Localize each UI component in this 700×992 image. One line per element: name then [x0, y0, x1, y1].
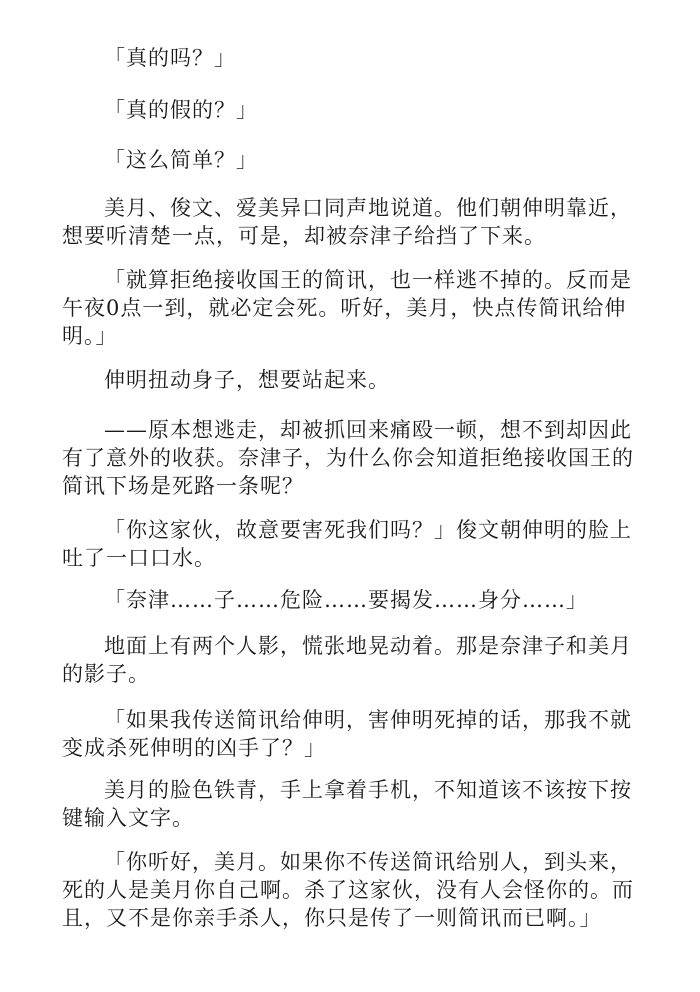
paragraph: 「如果我传送简讯给伸明，害伸明死掉的话，那我不就变成杀死伸明的凶手了？」 [62, 708, 632, 760]
paragraph: 「真的假的？」 [104, 98, 258, 122]
paragraph: 伸明扭动身子，想要站起来。 [104, 368, 390, 392]
paragraph: 「奈津……子……危险……要揭发……身分……」 [104, 588, 588, 612]
paragraph: ——原本想逃走，却被抓回来痛殴一顿，想不到却因此有了意外的收获。奈津子，为什么你会知道拒绝接收国王的简讯下场是死路一条呢？ [62, 418, 634, 498]
paragraph: 「这么简单？」 [104, 148, 258, 172]
paragraph: 「你这家伙，故意要害死我们吗？」俊文朝伸明的脸上吐了一口口水。 [62, 518, 632, 570]
paragraph: 地面上有两个人影，慌张地晃动着。那是奈津子和美月的影子。 [62, 634, 632, 686]
paragraph: 「真的吗？」 [104, 46, 236, 70]
paragraph: 美月的脸色铁青，手上拿着手机，不知道该不该按下按键输入文字。 [62, 778, 632, 830]
paragraph: 「就算拒绝接收国王的简讯，也一样逃不掉的。反而是午夜0点一到，就必定会死。听好，美月，快点传简讯给伸明。」 [62, 268, 632, 348]
paragraph: 「你听好，美月。如果你不传送简讯给别人，到头来，死的人是美月你自己啊。杀了这家伙，没有人会怪你的。而且，又不是你亲手杀人，你只是传了一则简讯而已啊。」 [62, 850, 634, 930]
paragraph: 美月、俊文、爱美异口同声地说道。他们朝伸明靠近，想要听清楚一点，可是，却被奈津子给挡了下来。 [62, 196, 632, 248]
